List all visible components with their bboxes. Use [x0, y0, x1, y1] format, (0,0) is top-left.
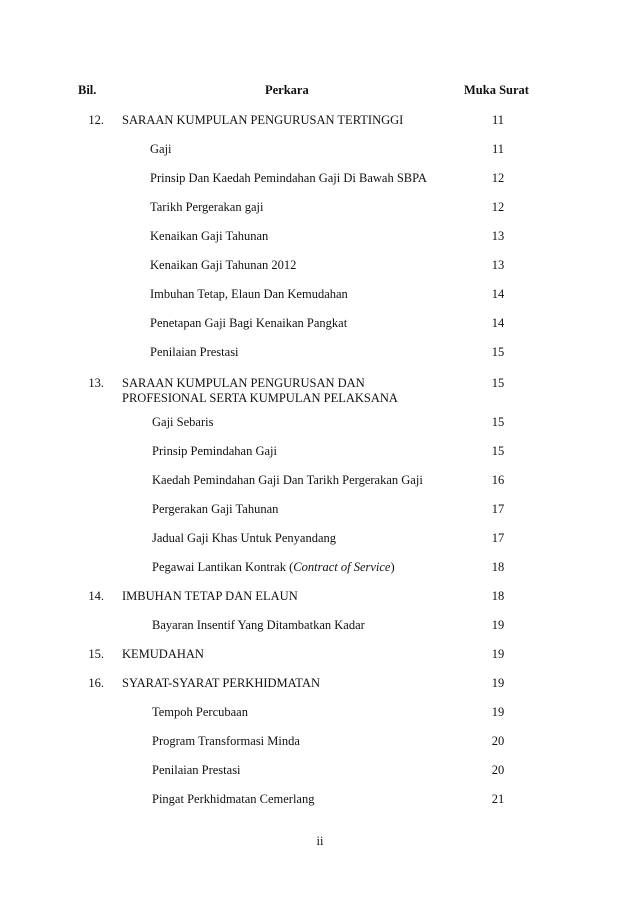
toc-item-text: Pegawai Lantikan Kontrak (: [152, 560, 294, 574]
page-ref: 20: [491, 763, 505, 777]
toc-item: Penetapan Gaji Bagi Kenaikan Pangkat: [150, 316, 348, 330]
page-ref: 14: [491, 316, 505, 330]
toc-item-italic: Contract of Service: [293, 560, 391, 574]
section-title-13: SARAAN KUMPULAN PENGURUSAN DAN PROFESIONAL SERTA KUMPULAN PELAKSANA: [122, 376, 398, 405]
section-title-14: IMBUHAN TETAP DAN ELAUN: [122, 589, 298, 603]
toc-item: Program Transformasi Minda: [152, 734, 300, 748]
page-ref: 19: [491, 618, 505, 632]
page-ref: 17: [491, 502, 505, 516]
toc-item: Pingat Perkhidmatan Cemerlang: [152, 792, 315, 806]
toc-item: Gaji: [150, 142, 172, 156]
toc-item: Tempoh Percubaan: [152, 705, 248, 719]
toc-item: Kaedah Pemindahan Gaji Dan Tarikh Pergerakan Gaji: [152, 473, 423, 487]
toc-item-contract: [152, 560, 395, 575]
toc-item: Imbuhan Tetap, Elaun Dan Kemudahan: [150, 287, 348, 301]
page-ref: 19: [491, 647, 505, 661]
page-ref: 13: [491, 258, 505, 272]
page-ref: 12: [491, 200, 505, 214]
section-number-14: 14.: [88, 589, 104, 603]
page-ref: 21: [491, 792, 505, 806]
page-ref: 17: [491, 531, 505, 545]
page-ref: 18: [491, 589, 505, 603]
toc-item: Bayaran Insentif Yang Ditambatkan Kadar: [152, 618, 365, 632]
page-ref: 11: [491, 142, 505, 156]
page-ref: 13: [491, 229, 505, 243]
page-ref: 15: [491, 444, 505, 458]
page-ref: 11: [491, 113, 505, 127]
toc-item: Penilaian Prestasi: [152, 763, 241, 777]
section-number-12: 12.: [88, 113, 104, 127]
toc-item: Penilaian Prestasi: [150, 345, 239, 359]
toc-item: Kenaikan Gaji Tahunan 2012: [150, 258, 297, 272]
page-ref: 15: [491, 415, 505, 429]
toc-item: Pergerakan Gaji Tahunan: [152, 502, 279, 516]
page-ref: 19: [491, 705, 505, 719]
section-title-16: SYARAT-SYARAT PERKHIDMATAN: [122, 676, 320, 690]
section-number-16: 16.: [88, 676, 104, 690]
toc-item: Jadual Gaji Khas Untuk Penyandang: [152, 531, 336, 545]
header-bil: Bil.: [78, 83, 97, 97]
toc-item-text-end: ): [390, 560, 395, 574]
page-ref: 19: [491, 676, 505, 690]
section-number-13: 13.: [88, 376, 104, 390]
toc-item: Gaji Sebaris: [152, 415, 214, 429]
toc-item: Prinsip Pemindahan Gaji: [152, 444, 277, 458]
section-title-12: SARAAN KUMPULAN PENGURUSAN TERTINGGI: [122, 113, 404, 127]
page-ref: 18: [491, 560, 505, 574]
page-ref: 16: [491, 473, 505, 487]
section-number-15: 15.: [88, 647, 104, 661]
page-ref: 15: [491, 345, 505, 359]
header-perkara: Perkara: [265, 83, 309, 97]
section-title-15: KEMUDAHAN: [122, 647, 204, 661]
header-muka-surat: Muka Surat: [464, 83, 529, 97]
page-ref: 14: [491, 287, 505, 301]
page-ref: 20: [491, 734, 505, 748]
page-ref: 15: [491, 376, 505, 390]
page-number: ii: [316, 834, 324, 848]
page-ref: 12: [491, 171, 505, 185]
toc-item: Prinsip Dan Kaedah Pemindahan Gaji Di Bawah SBPA: [150, 171, 427, 185]
toc-item: Kenaikan Gaji Tahunan: [150, 229, 269, 243]
toc-item: Tarikh Pergerakan gaji: [150, 200, 264, 214]
